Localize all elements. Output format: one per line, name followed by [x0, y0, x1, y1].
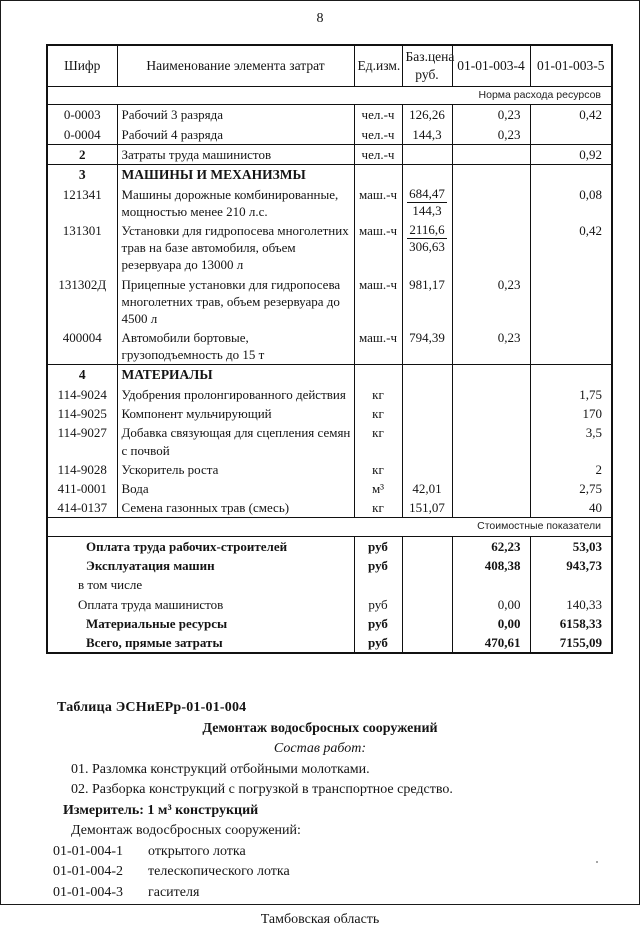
norm-item-row — [53, 842, 587, 863]
norm-item-row — [53, 862, 587, 883]
row-code: 414-0137 — [57, 500, 108, 516]
row-name: Ускоритель роста — [117, 460, 354, 479]
row-norm-003-4: 0,23 — [452, 328, 530, 365]
row-name: Прицепные установки для гидропосева многолетних трав, объем резервуара до 4500 л — [117, 275, 354, 328]
row-unit: кг — [354, 460, 402, 479]
cost-row-value-003-5: 6158,33 — [530, 614, 612, 633]
row-base-price — [402, 404, 452, 423]
page-number: 8 — [316, 11, 324, 26]
row-norm-003-4 — [452, 185, 530, 221]
cost-norms-table — [46, 44, 613, 654]
cost-row-name: Эксплуатация машин — [86, 558, 215, 574]
row-base-price: 42,01 — [402, 479, 452, 498]
row-base-price: 144,3 — [402, 125, 452, 145]
row-unit: маш.-ч — [354, 185, 402, 221]
cost-row-unit: руб — [354, 595, 402, 614]
row-norm-003-5: 1,75 — [530, 385, 612, 404]
norm-item-code: 01-01-004-2 — [53, 864, 123, 880]
row-norm-003-5: 0,42 — [530, 221, 612, 274]
cost-row-value-003-4 — [452, 575, 530, 594]
row-norm-003-5: 3,5 — [530, 423, 612, 459]
table-row — [47, 498, 612, 518]
cost-row-name: Всего, прямые затраты — [86, 634, 223, 650]
row-base-price: 794,39 — [402, 328, 452, 365]
header-name: Наименование элемента затрат — [117, 45, 354, 86]
row-code: 411-0001 — [57, 480, 107, 496]
table-row — [47, 144, 612, 164]
cost-row-value-003-5: 53,03 — [530, 537, 612, 557]
row-unit: кг — [354, 423, 402, 459]
norm-subheader-label: Норма расхода ресурсов — [47, 86, 612, 105]
row-name: Автомобили бортовые, грузоподъемность до 15 т — [117, 328, 354, 365]
row-code: 3 — [47, 164, 117, 184]
cost-row-unit — [354, 575, 402, 594]
row-norm-003-4 — [452, 498, 530, 518]
row-name: Добавка связующая для сцепления семян с почвой — [117, 423, 354, 459]
row-norm-003-5: 2 — [530, 460, 612, 479]
row-code: 114-9028 — [57, 461, 107, 477]
table-row — [47, 479, 612, 498]
cost-row-unit: руб — [354, 556, 402, 575]
row-unit: маш.-ч — [354, 275, 402, 328]
row-name: Машины дорожные комбинированные, мощностью менее 210 л.с. — [117, 185, 354, 221]
row-code: 131302Д — [58, 276, 107, 292]
table-row — [47, 423, 612, 459]
norm-item-name: телескопического лотка — [148, 864, 290, 880]
table-section-row — [47, 164, 612, 184]
row-code: 4 — [47, 365, 117, 385]
row-code: 114-9027 — [57, 425, 107, 441]
row-norm-003-4: 0,23 — [452, 275, 530, 328]
row-norm-003-5: 0,08 — [530, 185, 612, 221]
row-unit: м³ — [354, 479, 402, 498]
row-unit: кг — [354, 404, 402, 423]
row-base-price — [402, 423, 452, 459]
header-code: Шифр — [47, 45, 117, 86]
header-norm-003-4: 01-01-003-4 — [452, 45, 530, 86]
row-norm-003-4 — [452, 221, 530, 274]
next-table-title: Демонтаж водосбросных сооружений — [202, 720, 438, 736]
table-row — [47, 275, 612, 328]
row-code: 114-9025 — [57, 406, 107, 422]
table-section-row — [47, 365, 612, 385]
row-code: 2 — [47, 144, 117, 164]
row-base-price: 126,26 — [402, 105, 452, 125]
norm-item-row — [53, 883, 587, 904]
row-name: МАТЕРИАЛЫ — [117, 365, 354, 385]
cost-row — [47, 575, 612, 594]
cost-row-base-price — [402, 556, 452, 575]
cost-row — [47, 595, 612, 614]
cost-row-name: Оплата труда машинистов — [78, 596, 224, 612]
cost-row-value-003-4: 408,38 — [452, 556, 530, 575]
works-composition-label: Состав работ: — [273, 741, 367, 757]
row-norm-003-4 — [452, 460, 530, 479]
row-name: Семена газонных трав (смесь) — [117, 498, 354, 518]
row-norm-003-4: 0,23 — [452, 105, 530, 125]
next-table-description — [53, 698, 587, 931]
row-norm-003-5: 0,42 — [530, 105, 612, 125]
row-norm-003-4 — [452, 479, 530, 498]
row-name: Затраты труда машинистов — [117, 144, 354, 164]
row-base-price — [402, 164, 452, 184]
row-code: 0-0003 — [63, 107, 101, 123]
row-norm-003-5: 170 — [530, 404, 612, 423]
scan-artifact-dot — [596, 861, 598, 863]
row-unit — [354, 365, 402, 385]
row-base-price — [402, 221, 452, 274]
cost-row-value-003-5: 140,33 — [530, 595, 612, 614]
cost-subheader-row — [47, 518, 612, 537]
row-norm-003-4 — [452, 385, 530, 404]
cost-row-value-003-5 — [530, 575, 612, 594]
norm-item-name: гасителя — [148, 884, 200, 900]
cost-row-value-003-5: 7155,09 — [530, 633, 612, 653]
row-norm-003-5: 0,92 — [530, 144, 612, 164]
table-row — [47, 221, 612, 274]
cost-row-value-003-4: 0,00 — [452, 614, 530, 633]
row-norm-003-5 — [530, 164, 612, 184]
row-name: Вода — [117, 479, 354, 498]
row-code: 121341 — [62, 186, 102, 202]
table-row — [47, 185, 612, 221]
row-base-price — [402, 385, 452, 404]
row-name: Рабочий 4 разряда — [117, 125, 354, 145]
row-base-price — [402, 365, 452, 385]
row-code: 0-0004 — [63, 126, 101, 142]
table-row — [47, 125, 612, 145]
norm-item-name: открытого лотка — [148, 843, 246, 859]
next-table-label: Таблица ЭСНиЕРр-01-01-004 — [57, 700, 247, 716]
cost-row-unit: руб — [354, 633, 402, 653]
row-norm-003-4 — [452, 164, 530, 184]
cost-row — [47, 633, 612, 653]
row-unit — [354, 164, 402, 184]
row-name: Удобрения пролонгированного действия — [117, 385, 354, 404]
norm-item-code: 01-01-004-1 — [53, 843, 123, 859]
row-unit: кг — [354, 385, 402, 404]
header-base-price: Баз.цена руб. — [402, 45, 452, 86]
cost-row — [47, 614, 612, 633]
row-norm-003-4 — [452, 404, 530, 423]
row-norm-003-5 — [530, 365, 612, 385]
table-row — [47, 460, 612, 479]
header-unit: Ед.изм. — [354, 45, 402, 86]
row-unit: чел.-ч — [354, 144, 402, 164]
cost-row-name: Материальные ресурсы — [86, 615, 228, 631]
table-row — [47, 328, 612, 365]
row-code: 131301 — [62, 223, 102, 239]
row-base-price: 151,07 — [402, 498, 452, 518]
row-unit: чел.-ч — [354, 105, 402, 125]
header-norm-003-5: 01-01-003-5 — [530, 45, 612, 86]
work-item: 02. Разборка конструкций с погрузкой в транспортное средство. — [71, 782, 453, 798]
cost-row-unit: руб — [354, 537, 402, 557]
cost-row-base-price — [402, 614, 452, 633]
price-fraction: $\frac{2116,6}{306,63}$ — [409, 222, 445, 255]
cost-row-value-003-4: 62,23 — [452, 537, 530, 557]
cost-row-base-price — [402, 595, 452, 614]
row-name: МАШИНЫ И МЕХАНИЗМЫ — [117, 164, 354, 184]
norm-subheader-row — [47, 86, 612, 105]
table-row — [47, 404, 612, 423]
cost-row-base-price — [402, 537, 452, 557]
cost-row-unit: руб — [354, 614, 402, 633]
group-label: Демонтаж водосбросных сооружений: — [71, 823, 301, 839]
cost-row-base-price — [402, 633, 452, 653]
row-name: Рабочий 3 разряда — [117, 105, 354, 125]
cost-row-name: в том числе — [78, 577, 143, 593]
row-norm-003-4 — [452, 423, 530, 459]
row-unit: маш.-ч — [354, 328, 402, 365]
row-norm-003-5 — [530, 275, 612, 328]
table-header-row — [47, 45, 612, 86]
measurer-label: Измеритель: 1 м³ конструкций — [63, 802, 259, 818]
row-base-price: 981,17 — [402, 275, 452, 328]
cost-row-name: Оплата труда рабочих-строителей — [86, 539, 288, 555]
cost-row — [47, 556, 612, 575]
row-code: 114-9024 — [57, 387, 107, 403]
norm-item-code: 01-01-004-3 — [53, 884, 123, 900]
table-row — [47, 385, 612, 404]
row-norm-003-5: 2,75 — [530, 479, 612, 498]
table-row — [47, 105, 612, 125]
cost-row-value-003-5: 943,73 — [530, 556, 612, 575]
row-base-price — [402, 460, 452, 479]
row-norm-003-5: 40 — [530, 498, 612, 518]
region-label: Тамбовская область — [260, 912, 380, 928]
work-item: 01. Разломка конструкций отбойными молотками. — [71, 761, 370, 777]
cost-row — [47, 537, 612, 557]
row-norm-003-4 — [452, 144, 530, 164]
price-fraction: $\frac{684,47}{144,3}$ — [409, 185, 445, 219]
row-norm-003-5 — [530, 125, 612, 145]
row-base-price — [402, 185, 452, 221]
row-unit: чел.-ч — [354, 125, 402, 145]
row-norm-003-4: 0,23 — [452, 125, 530, 145]
row-norm-003-5 — [530, 328, 612, 365]
row-unit: кг — [354, 498, 402, 518]
row-name: Компонент мульчирующий — [117, 404, 354, 423]
cost-subheader-label: Стоимостные показатели — [47, 518, 612, 537]
row-unit: маш.-ч — [354, 221, 402, 274]
row-base-price — [402, 144, 452, 164]
cost-row-value-003-4: 470,61 — [452, 633, 530, 653]
norm-items-list — [53, 842, 587, 904]
cost-row-value-003-4: 0,00 — [452, 595, 530, 614]
row-name: Установки для гидропосева многолетних трав на базе автомобиля, объем резервуара до 13000 л — [117, 221, 354, 274]
row-norm-003-4 — [452, 365, 530, 385]
row-code: 400004 — [62, 330, 102, 346]
cost-row-base-price — [402, 575, 452, 594]
